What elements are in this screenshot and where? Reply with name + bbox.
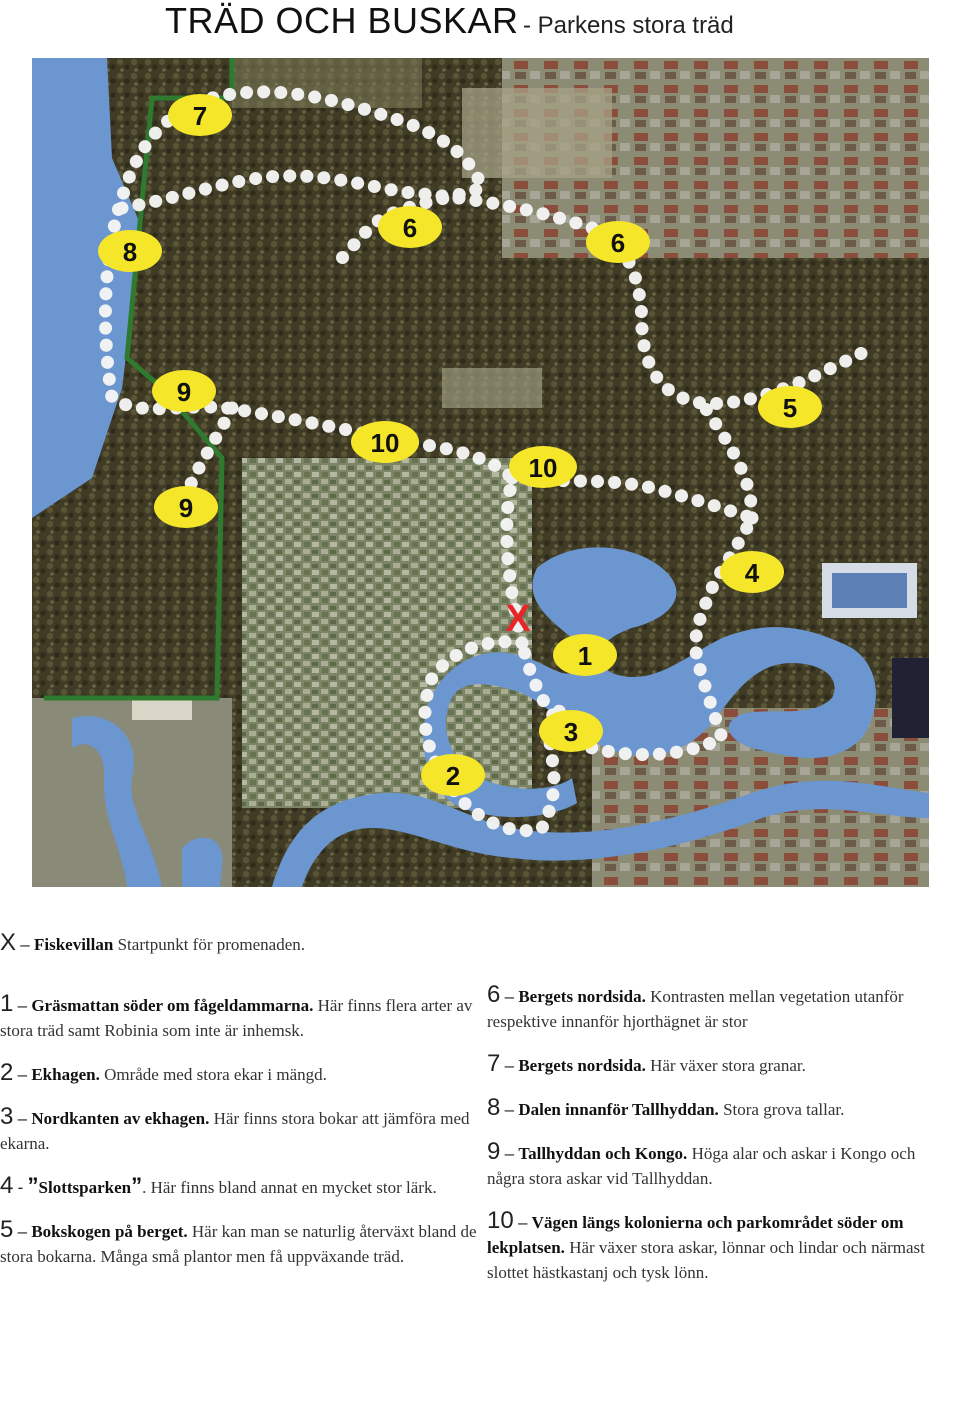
- stop-marker-2: [421, 754, 485, 796]
- stop-marker-9a: [152, 370, 216, 412]
- legend-entry-9: 9 – Tallhyddan och Kongo. Höga alar och askar i Kongo och några stora askar vid Tallhyddan.: [487, 1138, 916, 1188]
- page-title: [165, 0, 734, 44]
- stop-marker-7: [168, 94, 232, 136]
- legend-entry-3: 3 – Nordkanten av ekhagen. Här finns stora bokar att jämföra med ekarna.: [0, 1103, 470, 1153]
- stop-marker-5: [758, 386, 822, 428]
- legend-entry-6: 6 – Bergets nordsida. Kontrasten mellan vegetation utanför respektive innanför hjorthägnet är stor: [487, 981, 904, 1031]
- stop-marker-9b: [154, 486, 218, 528]
- stop-marker-1: [553, 634, 617, 676]
- legend-entry-5: 5 – Bokskogen på berget. Här kan man se naturlig återväxt bland de stora bokarna. Många små plantor men få uppväxande träd.: [0, 1216, 477, 1266]
- stop-marker-4-label: 4: [744, 558, 760, 588]
- stop-marker-2-label: 2: [445, 761, 461, 791]
- legend-entry-10: 10 – Vägen längs kolonierna och parkområdet söder om lekplatsen. Här växer stora askar, lönnar och lindar och närmast slottet hästkastanj och tysk lönn.: [487, 1207, 925, 1282]
- legend-entry-7: 7 – Bergets nordsida. Här växer stora granar.: [487, 1050, 806, 1077]
- start-marker-x: X: [505, 598, 531, 640]
- legend-entry-2: 2 – Ekhagen. Område med stora ekar i mängd.: [0, 1059, 327, 1086]
- legend-num: X: [0, 929, 17, 956]
- legend-entry-1: 1 – Gräsmattan söder om fågeldammarna. Här finns flera arter av stora träd samt Robinia som inte är inhemsk.: [0, 990, 473, 1040]
- stop-marker-7-label: 7: [192, 101, 208, 131]
- stop-marker-6a: [378, 206, 442, 248]
- stop-marker-6b-label: 6: [610, 228, 626, 258]
- stop-marker-10a: [351, 421, 419, 463]
- stop-marker-3: [539, 710, 603, 752]
- title-main: TRÄD OCH BUSKAR: [165, 0, 519, 41]
- stop-marker-5-label: 5: [782, 393, 798, 423]
- stop-marker-3-label: 3: [563, 717, 579, 747]
- stop-marker-4: [720, 551, 784, 593]
- aerial-map: [32, 58, 929, 887]
- legend-right: [487, 982, 957, 1302]
- legend-left: [0, 930, 478, 1286]
- legend-name: Fiskevillan: [33, 935, 114, 954]
- map-canvas: [32, 58, 929, 887]
- stop-marker-1-label: 1: [577, 641, 593, 671]
- stop-marker-9a-label: 9: [176, 377, 192, 407]
- stop-marker-10a-label: 10: [370, 428, 400, 458]
- legend-text: Startpunkt för promenaden.: [113, 935, 306, 954]
- stop-marker-9b-label: 9: [178, 493, 194, 523]
- legend-entry-8: 8 – Dalen innanför Tallhyddan. Stora grova tallar.: [487, 1094, 845, 1121]
- stop-marker-10b-label: 10: [528, 453, 558, 483]
- legend-entry-4: 4 - ”Slottsparken”. Här finns bland annat en mycket stor lärk.: [0, 1172, 437, 1199]
- legend-entry-x: X – Fiskevillan Startpunkt för promenaden.: [0, 929, 306, 956]
- stop-marker-10b: [509, 446, 577, 488]
- stop-marker-6a-label: 6: [402, 213, 418, 243]
- stop-marker-8: [98, 230, 162, 272]
- stop-marker-8-label: 8: [122, 237, 138, 267]
- title-subtitle: - Parkens stora träd: [523, 12, 734, 39]
- stop-marker-6b: [586, 221, 650, 263]
